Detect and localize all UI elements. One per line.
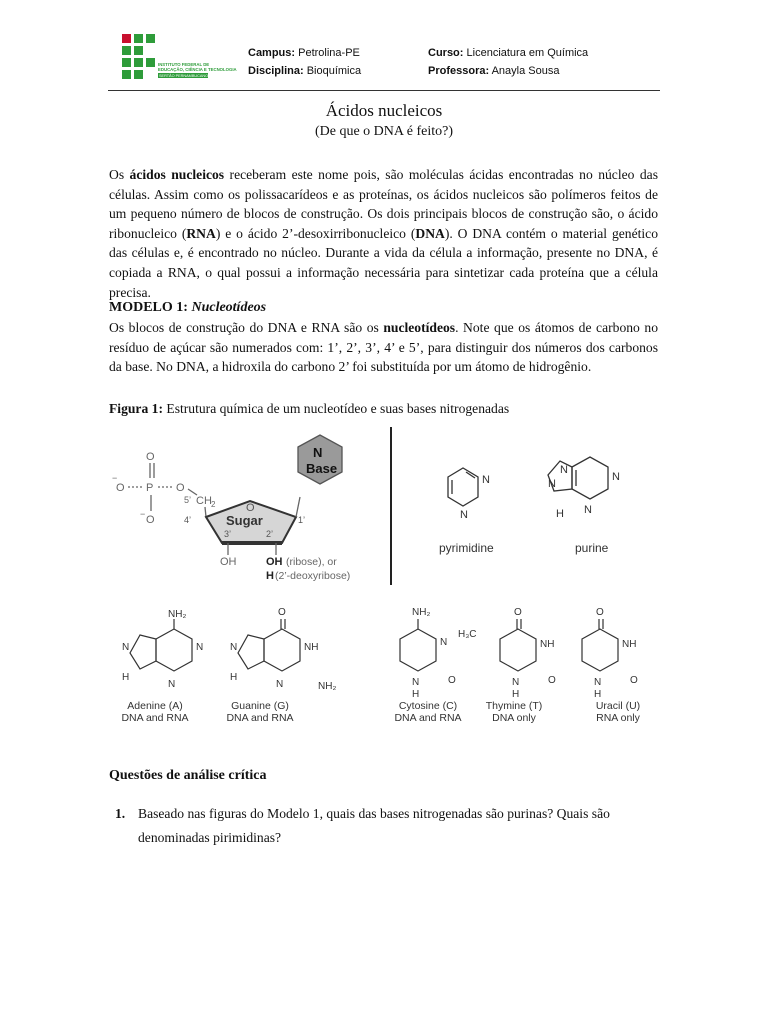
c4-label: 4’ [184, 515, 192, 525]
svg-text:N: N [122, 642, 130, 653]
svg-text:P: P [146, 482, 154, 494]
page-subtitle: (De que o DNA é feito?) [314, 124, 453, 139]
campus-label: Campus: [248, 47, 296, 59]
svg-text:O: O [448, 675, 456, 686]
svg-text:N: N [440, 637, 448, 648]
svg-text:O: O [146, 451, 155, 463]
svg-text:O: O [246, 502, 255, 514]
intro-bold-rna: RNA [186, 225, 216, 241]
n-base-label: Base [306, 461, 338, 476]
curso-label: Curso: [428, 47, 464, 59]
campus-value: Petrolina-PE [298, 47, 360, 59]
n-base-n: N [313, 445, 323, 460]
svg-text:O: O [278, 607, 286, 618]
disciplina-value: Bioquímica [306, 65, 362, 77]
model-text-1: Os blocos de construção do DNA e RNA são os [109, 320, 384, 335]
svg-text:−: − [140, 509, 146, 519]
svg-text:NH: NH [540, 639, 555, 650]
nucleotide-structure [112, 435, 350, 582]
thymine-note: DNA only [492, 712, 536, 724]
intro-bold-dna: DNA [415, 225, 445, 241]
guanine-note: DNA and RNA [226, 712, 294, 724]
cytosine-note: DNA and RNA [394, 712, 462, 724]
pyrimidine-label: pyrimidine [439, 541, 494, 555]
disciplina-label: Disciplina: [248, 65, 304, 77]
svg-text:N: N [460, 509, 468, 521]
svg-text:H: H [412, 689, 420, 700]
purine-label: purine [575, 541, 609, 555]
svg-text:H: H [512, 689, 520, 700]
adenine-note: DNA and RNA [121, 712, 189, 724]
uracil-name: Uracil (U) [595, 700, 641, 712]
model-label: MODELO 1: [109, 300, 188, 315]
header-divider [108, 90, 660, 91]
c1-label: 1’ [298, 515, 306, 525]
thymine-name: Thymine (T) [485, 700, 543, 712]
figure-caption-text: Estrutura química de um nucleotídeo e suas bases nitrogenadas [163, 401, 510, 416]
svg-text:N: N [594, 677, 602, 688]
svg-text:N: N [584, 504, 592, 516]
sugar-label: Sugar [226, 513, 263, 528]
nucleotide-diagram [100, 425, 660, 740]
svg-text:H: H [556, 508, 564, 520]
adenine-name: Adenine (A) [127, 700, 183, 712]
ch2-sub: 2 [211, 500, 216, 509]
bases-row [122, 607, 638, 700]
curso-value: Licenciatura em Química [466, 47, 589, 59]
ch2-label: CH [196, 495, 212, 507]
intro-bold-1: ácidos nucleicos [129, 167, 225, 182]
c5-label: 5’ [184, 495, 192, 505]
ribose-note: (ribose), or [286, 556, 337, 568]
question-1 [109, 802, 658, 850]
deoxy-note: (2’-deoxyribose) [275, 570, 351, 582]
logo-line-1: INSTITUTO FEDERAL DE [158, 62, 210, 67]
svg-text:N: N [482, 474, 490, 486]
svg-text:O: O [596, 607, 604, 618]
svg-text:H: H [594, 689, 602, 700]
svg-text:−: − [112, 473, 118, 483]
base-labels [121, 700, 640, 724]
svg-text:NH₂: NH₂ [318, 681, 337, 692]
svg-text:H: H [122, 672, 130, 683]
svg-text:N: N [230, 642, 238, 653]
header-left-info [248, 44, 361, 80]
model-name: Nucleotídeos [191, 300, 267, 315]
model-paragraph [109, 318, 658, 377]
svg-text:O: O [116, 482, 125, 494]
model-bold-1: nucleotídeos [383, 320, 456, 335]
pyrimidine-structure [439, 468, 494, 555]
svg-text:H: H [230, 672, 238, 683]
svg-text:O: O [548, 675, 556, 686]
intro-text-2: receberam este nome pois, são moléculas ácidas encontradas no núcleo das células. Assim como os polissacarídeos e as proteínas, os ácidos nucleicos são polímeros feitos de um pequeno número de blocos de construção. Os dois principais blocos de construção são, o ácido ribonucleico ( [109, 167, 658, 241]
question-1-text: Baseado nas figuras do Modelo 1, quais das bases nitrogenadas são purinas? Quais são denominadas pirimidinas? [138, 806, 610, 845]
institute-logo [108, 34, 238, 88]
svg-text:N: N [412, 677, 420, 688]
oh-3-label: OH [220, 556, 237, 568]
svg-text:NH₂: NH₂ [168, 609, 187, 620]
svg-text:N: N [560, 464, 568, 476]
logo-line-3: SERTÃO PERNAMBUCANO [159, 74, 209, 78]
intro-text-1: Os [109, 167, 130, 182]
questions-heading: Questões de análise crítica [109, 768, 267, 783]
svg-text:NH₂: NH₂ [412, 607, 431, 618]
svg-text:O: O [630, 675, 638, 686]
svg-text:H₃C: H₃C [458, 629, 477, 640]
model-text-2: . Note que os átomos de carbono no resíduo de açúcar são numerados com: 1’, 2’, 3’, 4’ e 5’, para distinguir dos números dos carbonos da base. No DNA, a hidroxila do carbono 2’ foi substituída por um átomo de hidrogênio. [109, 320, 658, 375]
model-heading [109, 298, 658, 318]
intro-text-4: ). O DNA contém o material genético das células e, é encontrado no núcleo. Durante a vida da célula a informação, presente no DNA, é copiada a RNA, o qual possui a informação necessária para sintetizar cada proteína que a célula precisa. [109, 225, 658, 300]
professora-label: Professora: [428, 65, 490, 77]
figure-label: Figura 1: [109, 401, 163, 416]
purine-structure [548, 457, 620, 555]
question-1-number: 1. [115, 806, 126, 821]
svg-text:N: N [548, 478, 556, 490]
oh-label: OH [266, 556, 283, 568]
svg-text:N: N [276, 679, 284, 690]
guanine-name: Guanine (G) [231, 700, 289, 712]
svg-text:O: O [514, 607, 522, 618]
page-header [108, 34, 660, 92]
c3-label: 3’ [224, 529, 232, 539]
h-label: H [266, 570, 274, 582]
svg-text:N: N [512, 677, 520, 688]
logo-line-2: EDUCAÇÃO, CIÊNCIA E TECNOLOGIA [158, 67, 237, 72]
svg-text:NH: NH [622, 639, 637, 650]
header-right-info [428, 44, 588, 80]
c2-label: 2’ [266, 529, 274, 539]
uracil-note: RNA only [596, 712, 640, 724]
intro-paragraph [109, 165, 658, 302]
professora-value: Anayla Sousa [491, 65, 560, 77]
intro-text-3: ) e o ácido 2’-desoxirribonucleico ( [215, 225, 416, 241]
svg-text:N: N [168, 679, 176, 690]
svg-text:NH: NH [304, 642, 319, 653]
cytosine-name: Cytosine (C) [398, 700, 458, 712]
nucleotide-figure [100, 425, 660, 740]
svg-text:N: N [196, 642, 204, 653]
svg-text:N: N [612, 471, 620, 483]
svg-text:O: O [146, 514, 155, 526]
figure-caption [109, 401, 509, 417]
svg-text:O: O [176, 482, 185, 494]
page-title: Ácidos nucleicos [325, 101, 443, 120]
